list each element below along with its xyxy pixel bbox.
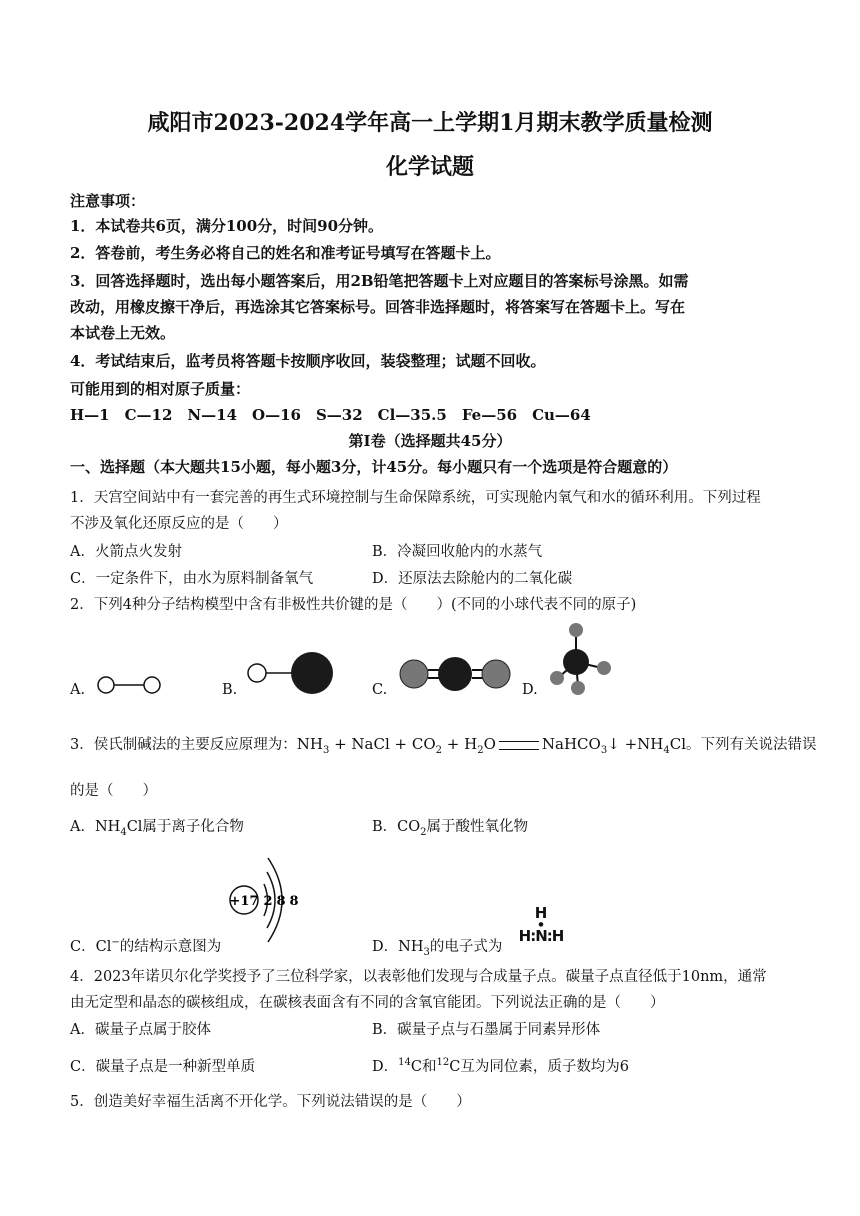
shell-electrons-3: 8 xyxy=(289,894,299,909)
model-b-diagram xyxy=(244,648,336,698)
q3-stem xyxy=(70,733,817,756)
q3-stem-suffix: 。下列有关说法错误 xyxy=(686,737,817,753)
opt-text: C和 xyxy=(410,1059,437,1075)
q2-label-a: A. xyxy=(70,682,86,698)
q4-option-b: B．碳量子点与石墨属于同素异形体 xyxy=(372,1022,601,1038)
exam-subtitle: 化学试题 xyxy=(385,154,474,180)
notice-item: 4．考试结束后，监考员将答题卡按顺序收回，装袋整理；试题不回收。 xyxy=(70,352,546,370)
exam-title: 咸阳市2023-2024学年高一上学期1月期末教学质量检测 xyxy=(147,110,713,136)
q3-stem-cont: 的是（ ） xyxy=(70,783,157,799)
opt-text: C．Cl xyxy=(70,939,112,955)
down-arrow-icon: ↓ xyxy=(607,735,620,753)
model-d-diagram xyxy=(548,620,618,698)
eq-text: +NH xyxy=(619,735,664,753)
q2-stem: 2．下列4种分子结构模型中含有非极性共价键的是（ ）(不同的小球代表不同的原子) xyxy=(70,597,637,613)
opt-text: Cl属于离子化合物 xyxy=(126,819,244,835)
opt-text: 属于酸性氧化物 xyxy=(426,819,529,835)
opt-text: C互为同位素，质子数均为6 xyxy=(449,1059,630,1075)
q3-option-a xyxy=(70,815,244,838)
notice-item: 1．本试卷共6页，满分100分，时间90分钟。 xyxy=(70,217,384,235)
q1-option-c: C．一定条件下，由水为原料制备氧气 xyxy=(70,571,314,587)
dot-top-h: H xyxy=(534,904,548,922)
q2-label-c: C. xyxy=(372,682,388,698)
dot-row: H:N:H xyxy=(518,927,564,945)
shell-electrons-1: 2 xyxy=(263,894,273,909)
notice-item: 本试卷上无效。 xyxy=(70,324,176,342)
eq-text: + H xyxy=(442,735,478,753)
dot-lone-pair-icon: ● xyxy=(538,921,544,928)
q4-stem-cont: 由无定型和晶态的碳核组成，在碳核表面含有不同的含氧官能团。下列说法正确的是（ ） xyxy=(70,995,665,1011)
eq-text: NH xyxy=(296,735,323,753)
section-instructions: 一、选择题（本大题共15小题，每小题3分，计45分。每小题只有一个选项是符合题意的） xyxy=(70,458,678,476)
nh3-electron-dot-formula xyxy=(511,905,571,944)
q4-option-d xyxy=(372,1055,629,1076)
opt-sup: − xyxy=(111,937,120,949)
eq-text: O xyxy=(483,735,496,753)
q5-stem: 5．创造美好幸福生活离不开化学。下列说法错误的是（ ） xyxy=(70,1094,471,1110)
chloride-ion-structure-diagram xyxy=(224,848,310,952)
opt-text: 的电子式为 xyxy=(429,939,503,955)
opt-text: 的结构示意图为 xyxy=(119,939,222,955)
shell-electrons-2: 8 xyxy=(276,894,286,909)
opt-text: D．NH xyxy=(372,939,424,955)
notice-item: 3．回答选择题时，选出每小题答案后，用2B铅笔把答题卡上对应题目的答案标号涂黑。如需 xyxy=(70,272,689,290)
eq-sub: 4 xyxy=(663,745,670,756)
eq-text: NaHCO xyxy=(541,735,601,753)
q4-option-a: A．碳量子点属于胶体 xyxy=(70,1022,211,1038)
atomic-mass-list: H—1 C—12 N—14 O—16 S—32 Cl—35.5 Fe—56 Cu—64 xyxy=(70,406,591,424)
opt-sub: 4 xyxy=(120,826,127,838)
eq-sub: 3 xyxy=(322,745,330,756)
q3-equation xyxy=(296,735,686,756)
opt-sup: 14 xyxy=(398,1057,411,1069)
q1-option-a: A．火箭点火发射 xyxy=(70,544,182,560)
q3-option-d xyxy=(372,935,502,958)
q4-option-c: C．碳量子点是一种新型单质 xyxy=(70,1059,256,1075)
q1-stem-cont: 不涉及氧化还原反应的是（ ） xyxy=(70,516,288,532)
model-a-diagram xyxy=(92,670,168,700)
eq-sub: 2 xyxy=(435,745,443,756)
q1-stem: 1．天宫空间站中有一套完善的再生式环境控制与生命保障系统，可实现舱内氧气和水的循环利用。下列过程 xyxy=(70,490,761,506)
nucleus-charge: +17 xyxy=(229,894,259,909)
q1-option-d: D．还原法去除舱内的二氧化碳 xyxy=(372,571,573,587)
q2-label-d: D. xyxy=(522,682,538,698)
eq-sub: 2 xyxy=(477,745,484,756)
notice-item: 改动，用橡皮擦干净后，再选涂其它答案标号。回答非选择题时，将答案写在答题卡上。写在 xyxy=(70,298,686,316)
eq-text: + NaCl + CO xyxy=(329,735,436,753)
opt-text: D． xyxy=(372,1059,399,1075)
opt-sub: 3 xyxy=(423,946,430,958)
notice-heading: 注意事项： xyxy=(70,192,146,210)
q3-option-b xyxy=(372,815,528,838)
opt-text: A．NH xyxy=(70,819,121,835)
q1-option-b: B．冷凝回收舱内的水蒸气 xyxy=(372,544,543,560)
opt-sub: 2 xyxy=(420,826,427,838)
notice-item: 2．答卷前，考生务必将自己的姓名和准考证号填写在答题卡上。 xyxy=(70,244,501,262)
q4-stem: 4．2023年诺贝尔化学奖授予了三位科学家，以表彰他们发现与合成量子点。碳量子点直径低于10nm，通常 xyxy=(70,969,767,985)
equals-sign-icon xyxy=(499,741,539,750)
q2-label-b: B. xyxy=(222,682,238,698)
q3-option-c xyxy=(70,935,221,956)
model-c-diagram xyxy=(396,650,514,698)
opt-text: B．CO xyxy=(372,819,421,835)
eq-sub: 3 xyxy=(600,745,608,756)
atomic-mass-heading: 可能用到的相对原子质量： xyxy=(70,380,251,398)
section-title: 第Ⅰ卷（选择题共45分） xyxy=(348,432,512,450)
q3-stem-prefix: 3．侯氏制碱法的主要反应原理为： xyxy=(70,737,297,753)
opt-sup: 12 xyxy=(436,1057,450,1069)
eq-text: Cl xyxy=(669,735,686,753)
